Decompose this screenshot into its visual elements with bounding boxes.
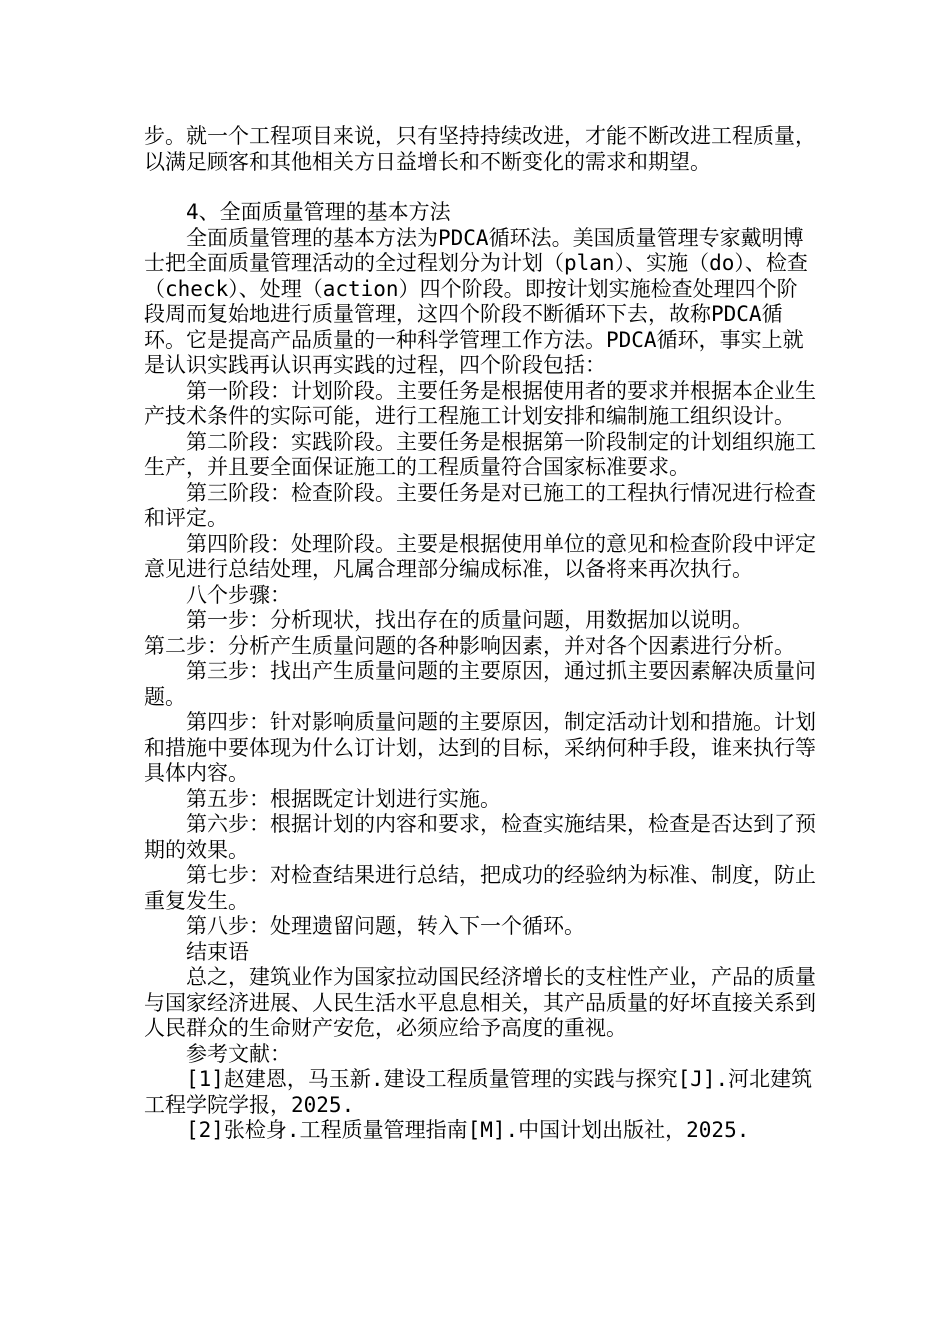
section-heading: 4、全面质量管理的基本方法: [186, 200, 451, 224]
paragraph-stage-4: 第四阶段：处理阶段。主要是根据使用单位的意见和检查阶段中评定意见进行总结处理，凡属合理部分编成标准，以备将来再次执行。: [144, 531, 816, 581]
paragraph-step-4: 第四步：针对影响质量问题的主要原因，制定活动计划和措施。计划和措施中要体现为什么订计划，达到的目标，采纳何种手段，谁来执行等具体内容。: [144, 710, 816, 785]
paragraph-continuation: 步。就一个工程项目来说，只有坚持持续改进，才能不断改进工程质量，以满足顾客和其他相关方日益增长和不断变化的需求和期望。: [144, 124, 816, 174]
paragraph-step-1: 第一步：分析现状，找出存在的质量问题，用数据加以说明。: [186, 608, 753, 632]
reference-item-1: [1]赵建恩，马玉新.建设工程质量管理的实践与探究[J].河北建筑工程学院学报，2025.: [144, 1067, 813, 1117]
paragraph-step-3: 第三步：找出产生质量问题的主要原因，通过抓主要因素解决质量问题。: [144, 659, 816, 709]
reference-item-2: [2]张检身.工程质量管理指南[M].中国计划出版社，2025.: [186, 1118, 750, 1142]
conclusion-heading: 结束语: [186, 939, 249, 964]
paragraph-pdca-intro: 全面质量管理的基本方法为PDCA循环法。美国质量管理专家戴明博士把全面质量管理活动的全过程划分为计划（plan）、实施（do）、检查（check）、处理（action）四个阶段。即按计划实施检查处理四个阶段周而复始地进行质量管理，这四个阶段不断循环下去，故称PDCA循环。它是提高产品质量的一种科学管理工作方法。PDCA循环，事实上就是认识实践再认识再实践的过程，四个阶段包括：: [144, 225, 808, 377]
references-heading: 参考文献：: [186, 1041, 291, 1066]
paragraph-steps-heading: 八个步骤：: [186, 582, 291, 607]
paragraph-step-7: 第七步：对检查结果进行总结，把成功的经验纳为标准、制度，防止重复发生。: [144, 863, 816, 913]
paragraph-step-5: 第五步：根据既定计划进行实施。: [186, 786, 501, 811]
paragraph-step-6: 第六步：根据计划的内容和要求，检查实施结果，检查是否达到了预期的效果。: [144, 812, 816, 862]
paragraph-conclusion: 总之，建筑业作为国家拉动国民经济增长的支柱性产业，产品的质量与国家经济进展、人民生活水平息息相关，其产品质量的好坏直接关系到人民群众的生命财产安危，必须应给予高度的重视。: [144, 965, 816, 1040]
paragraph-stage-2: 第二阶段：实践阶段。主要任务是根据第一阶段制定的计划组织施工生产，并且要全面保证施工的工程质量符合国家标准要求。: [144, 429, 816, 479]
paragraph-stage-1: 第一阶段：计划阶段。主要任务是根据使用者的要求并根据本企业生产技术条件的实际可能，进行工程施工计划安排和编制施工组织设计。: [144, 378, 816, 428]
paragraph-step-8: 第八步：处理遗留问题，转入下一个循环。: [186, 914, 585, 938]
document-body: [144, 124, 816, 1144]
paragraph-step-2: 第二步：分析产生质量问题的各种影响因素，并对各个因素进行分析。: [144, 633, 795, 658]
paragraph-stage-3: 第三阶段：检查阶段。主要任务是对已施工的工程执行情况进行检查和评定。: [144, 480, 816, 530]
paragraph-gap: [144, 175, 816, 200]
